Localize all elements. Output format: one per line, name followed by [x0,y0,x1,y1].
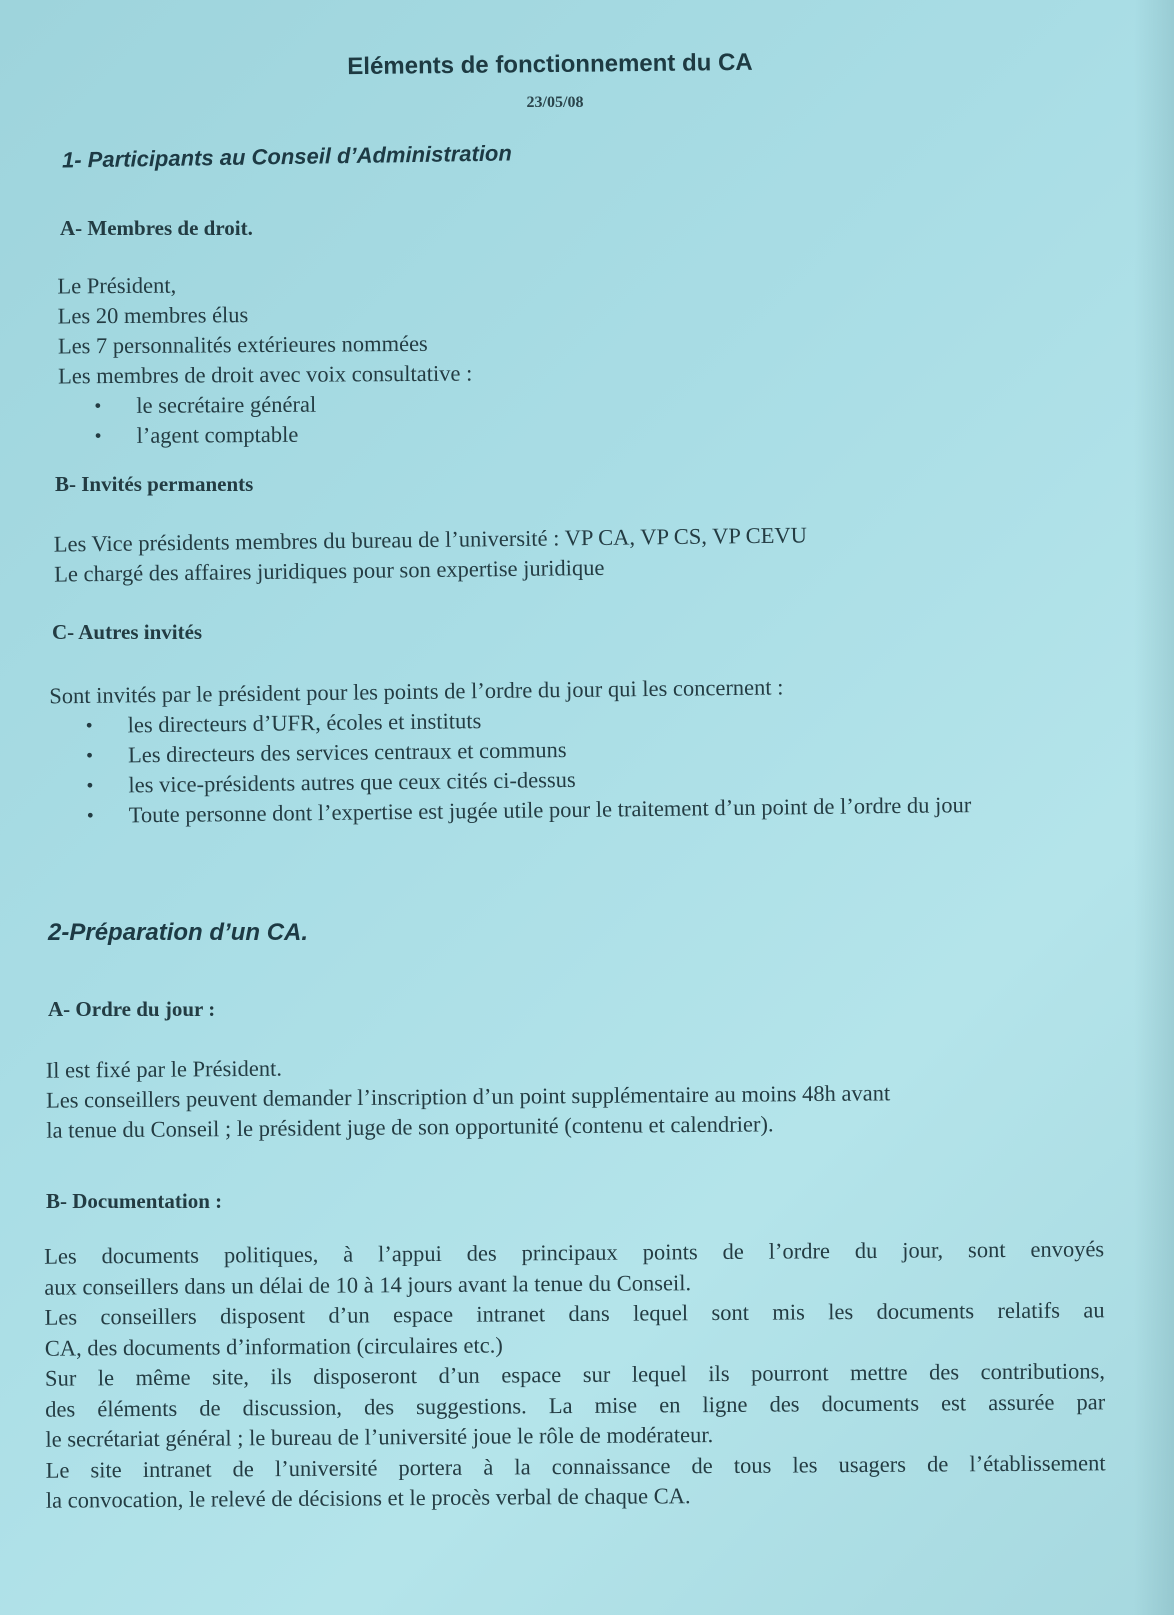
bullet-list [58,389,473,452]
text-line: Les conseillers peuvent demander l’inscription d’un point supplémentaire au moins 48h avant [45,1080,891,1113]
text-line: Les Vice présidents membres du bureau de l’université : VP CA, VP CS, VP CEVU [53,522,808,557]
list-item: • l’agent comptable [58,419,472,452]
text-line: Les membres de droit avec voix consultative : [58,360,473,389]
section-2-heading: 2-Préparation d’un CA. [48,919,309,946]
text-line: Le Président, [57,272,177,299]
text-line: Le site intranet de l’université portera à la connaissance de tous les usagers de l’établissement [45,1449,1106,1483]
list-item: • les vice-présidents autres que ceux cités ci-dessus [50,759,1090,802]
text-line: Les documents politiques, à l’appui des principaux points de l’ordre du jour, sont envoyés [44,1236,1105,1269]
list-item: • Les directeurs des services centraux et communs [50,729,1090,772]
text-line: Les conseillers disposent d’un espace intranet dans lequel sont mis les documents relatifs au [44,1297,1105,1330]
section-1c-body [49,669,1091,832]
page-edge-shadow [1134,0,1174,1615]
list-item: • les directeurs d’UFR, écoles et instituts [49,699,1089,742]
section-1a-heading: A- Membres de droit. [60,216,253,240]
bullet-list [49,699,1090,832]
text-line: Sont invités par le président pour les points de l’ordre du jour qui les concernent : [49,674,784,709]
text-line: le secrétariat général ; le bureau de l’université joue le rôle de modérateur. [45,1422,714,1452]
section-1c-heading: C- Autres invités [52,620,203,644]
text-line: la tenue du Conseil ; le président juge de son opportunité (contenu et calendrier). [46,1111,774,1143]
document-date: 23/05/08 [526,94,584,111]
text-line: Il est fixé par le Président. [45,1055,283,1083]
list-item: • le secrétaire général [58,389,472,422]
section-1b-heading: B- Invités permanents [55,472,254,496]
section-1-heading: 1- Participants au Conseil d’Administration [61,140,513,173]
text-line: des éléments de discussion, des suggestions. La mise en ligne des documents est assurée par [45,1388,1106,1422]
section-1b-body [54,520,808,589]
section-2a-heading: A- Ordre du jour : [48,997,216,1021]
text-line: Les 20 membres élus [57,302,249,329]
text-line: la convocation, le relevé de décisions et le procès verbal de chaque CA. [45,1483,691,1513]
text-line: aux conseillers dans un délai de 10 à 14 jours avant la tenue du Conseil. [44,1269,692,1300]
text-line: Les 7 personnalités extérieures nommées [57,330,428,359]
section-2b-body [44,1234,1106,1516]
text-line: Le chargé des affaires juridiques pour son expertise juridique [54,554,605,587]
text-line: CA, des documents d’information (circulaires etc.) [44,1332,503,1361]
document-title: Eléments de fonctionnement du CA [347,48,753,81]
section-1a-body [57,269,473,452]
section-2a-body [46,1048,891,1145]
text-line: Sur le même site, ils disposeront d’un espace sur lequel ils pourront mettre des contributions, [44,1358,1106,1391]
section-2b-heading: B- Documentation : [46,1189,223,1213]
list-item: • Toute personne dont l’expertise est jugée utile pour le traitement d’un point de l’ordre du jour [51,789,1079,832]
